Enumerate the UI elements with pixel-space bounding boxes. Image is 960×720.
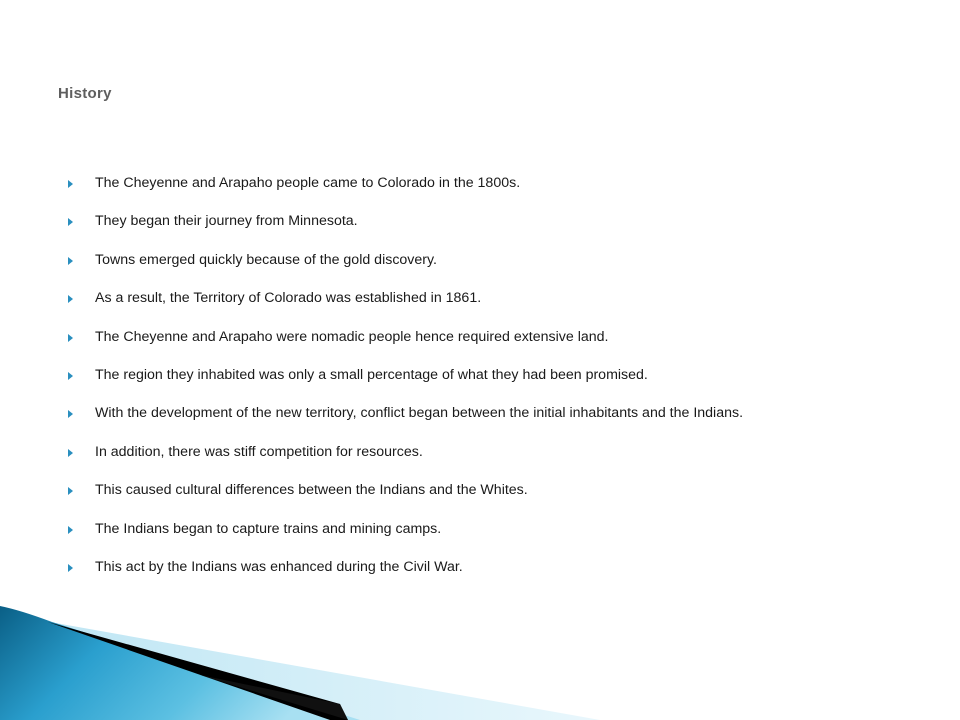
arrow-right-bullet-icon (68, 449, 73, 457)
arrow-right-bullet-icon (68, 372, 73, 380)
bullet-text: As a result, the Territory of Colorado was established in 1861. (95, 290, 482, 307)
bullet-text: The region they inhabited was only a small percentage of what they had been promised. (95, 366, 648, 383)
bullet-text: The Cheyenne and Arapaho were nomadic people hence required extensive land. (95, 328, 609, 345)
bullet-text: Towns emerged quickly because of the gold discovery. (95, 251, 437, 268)
arrow-right-bullet-icon (68, 410, 73, 418)
arrow-right-bullet-icon (68, 526, 73, 534)
arrow-right-bullet-icon (68, 257, 73, 265)
bullet-text: In addition, there was stiff competition for resources. (95, 443, 423, 460)
bullet-text: The Cheyenne and Arapaho people came to Colorado in the 1800s. (95, 175, 521, 191)
bullet-text: They began their journey from Minnesota. (95, 213, 358, 230)
corner-wave-decoration (0, 600, 960, 720)
arrow-right-bullet-icon (68, 334, 73, 342)
bullet-text: This caused cultural differences between the Indians and the Whites. (95, 482, 528, 499)
bullet-text: With the development of the new territory, conflict began between the initial inhabitants and the Indians. (95, 405, 744, 422)
arrow-right-bullet-icon (68, 180, 73, 188)
bullet-text: This act by the Indians was enhanced during the Civil War. (95, 558, 463, 575)
arrow-right-bullet-icon (68, 564, 73, 572)
arrow-right-bullet-icon (68, 487, 73, 495)
bullet-text: The Indians began to capture trains and mining camps. (95, 520, 442, 537)
arrow-right-bullet-icon (68, 218, 73, 226)
arrow-right-bullet-icon (68, 295, 73, 303)
slide-title: History (58, 85, 112, 102)
